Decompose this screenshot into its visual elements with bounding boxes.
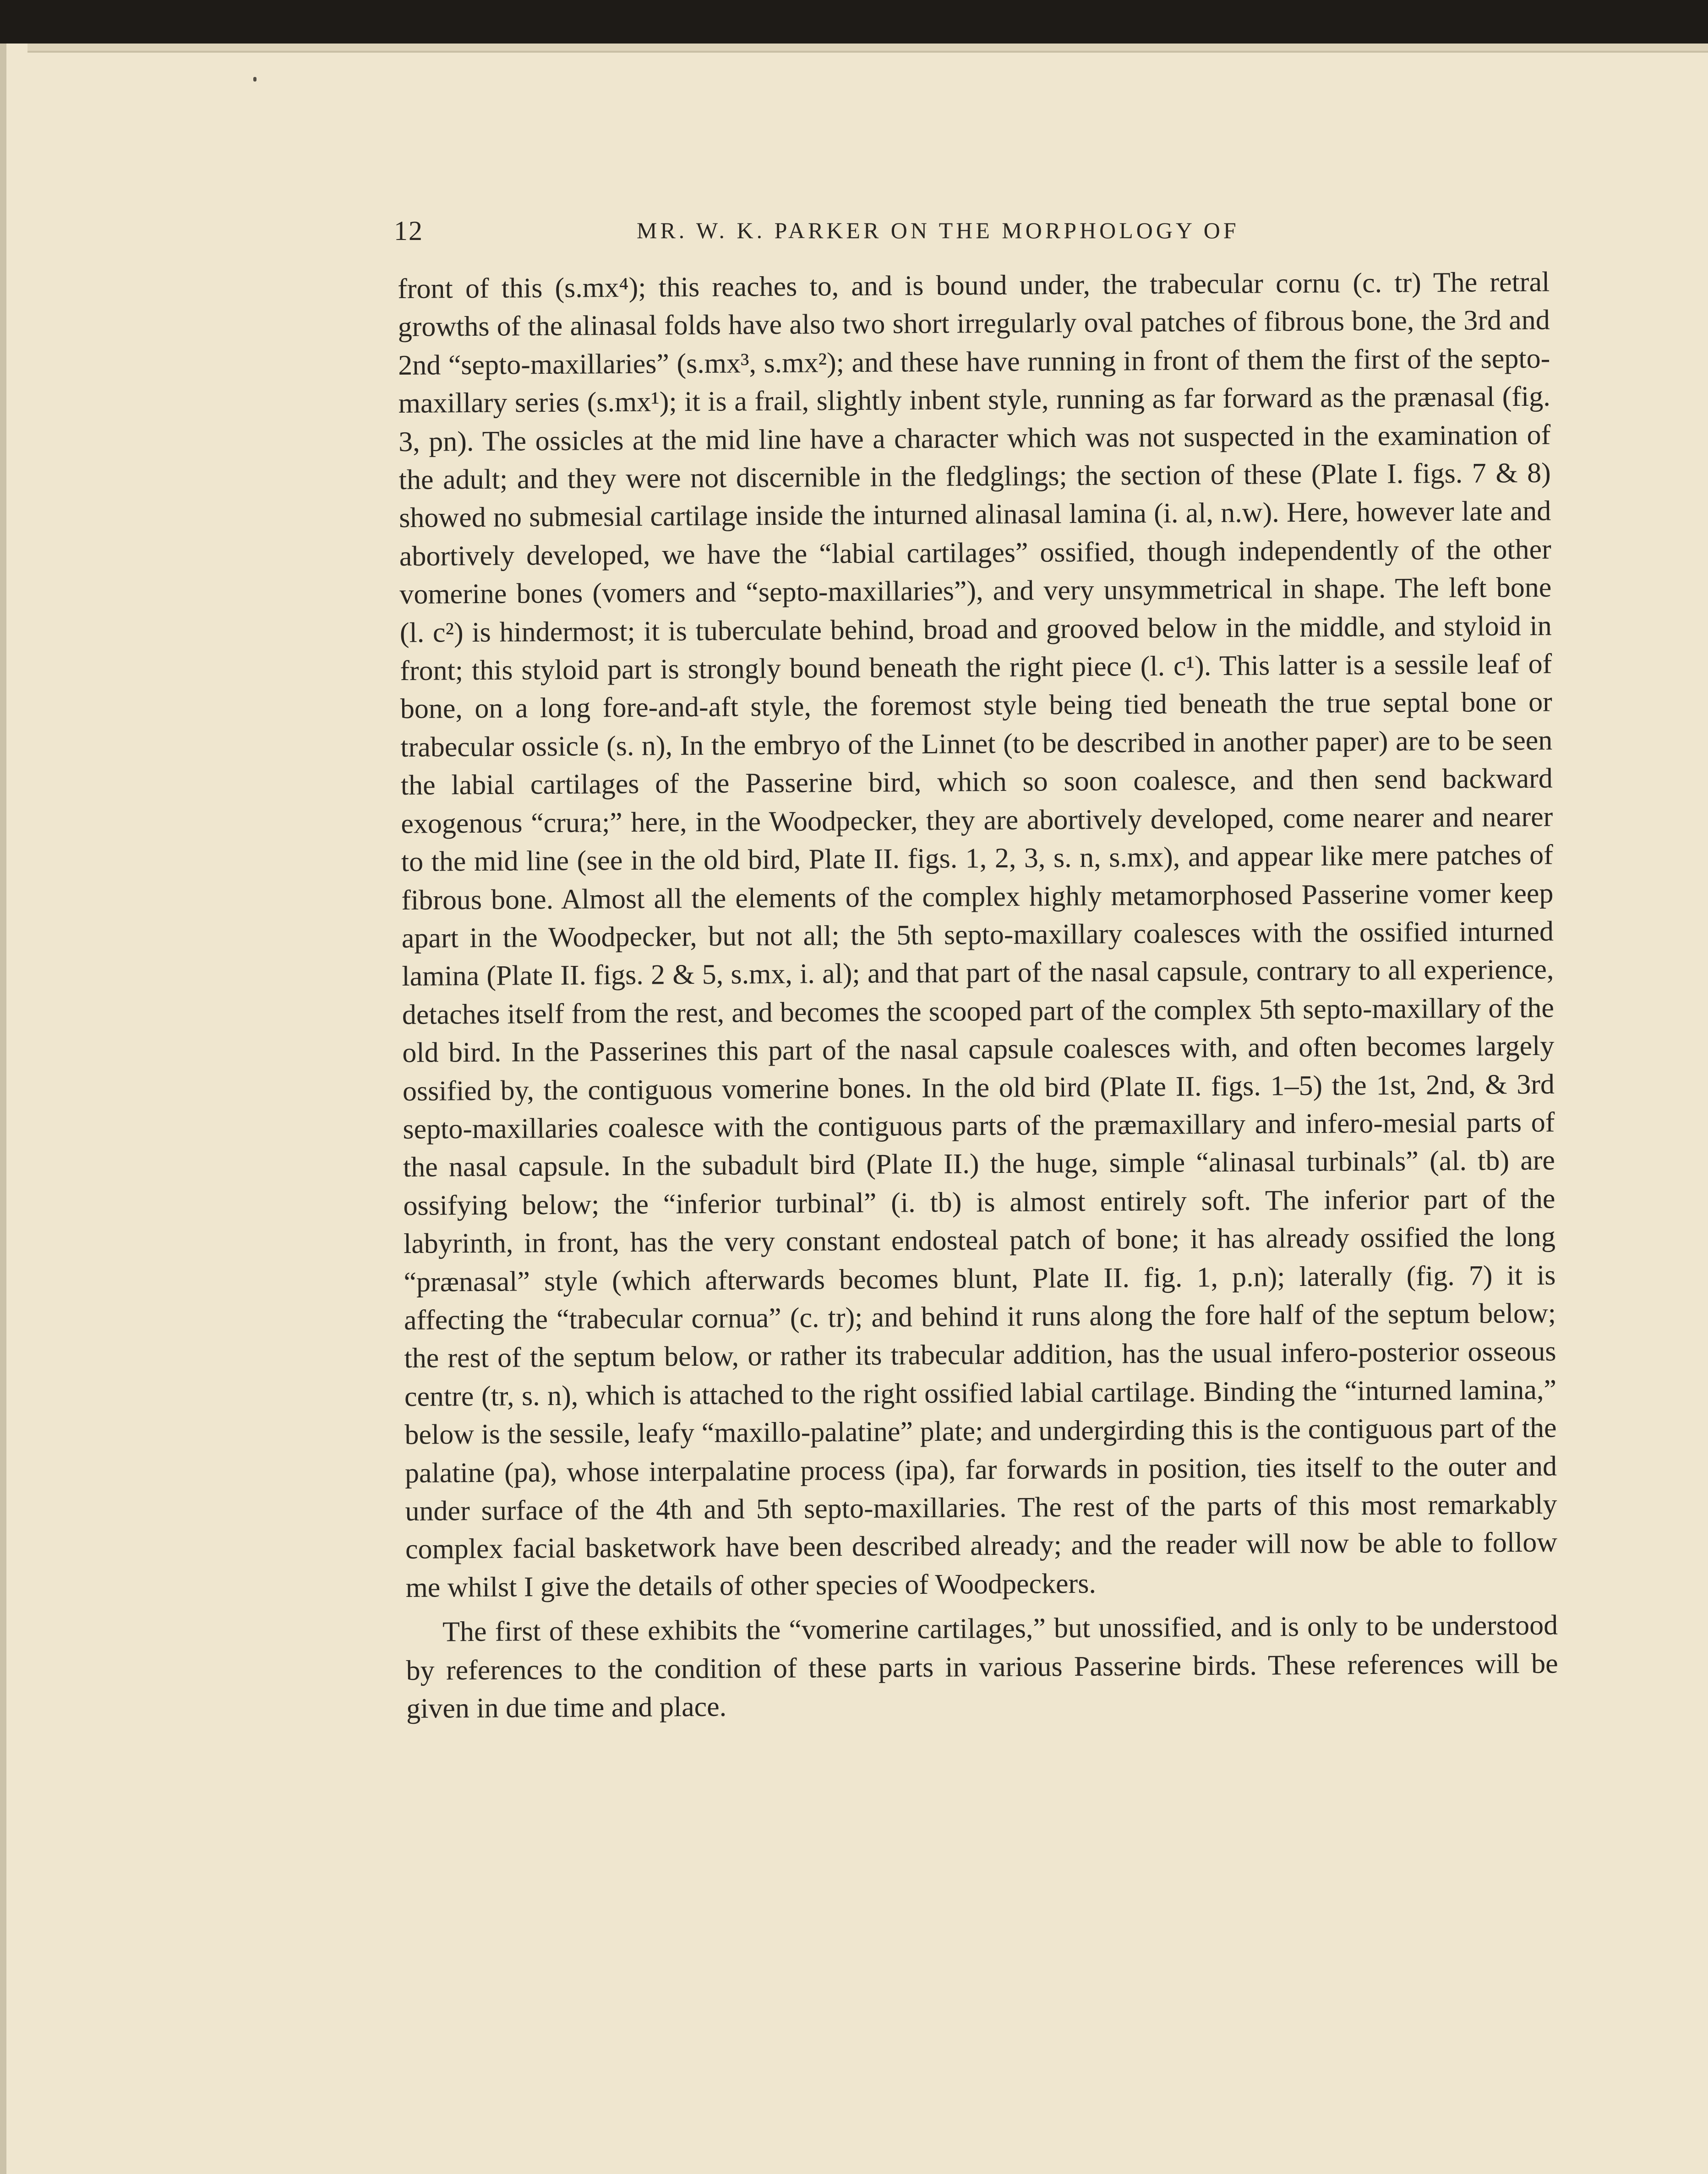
page-header xyxy=(394,215,1539,256)
running-head: MR. W. K. PARKER ON THE MORPHOLOGY OF xyxy=(637,218,1239,243)
page-left-edge xyxy=(0,44,6,2174)
paragraph-2: The first of these exhibits the “vomerine cartilages,” but unossified, and is only to be understood by references to the condition of these parts in various Passerine birds. These references will be given in due time and place. xyxy=(406,1609,1558,1724)
body-text xyxy=(398,263,1558,1728)
scan-background-band xyxy=(0,0,1708,50)
page-number: 12 xyxy=(394,216,423,246)
paragraph-1: front of this (s.mx⁴); this reaches to, and is bound under, the trabecular cornu (c. tr) The retral growths of the alinasal folds have also two short irregularly oval patches of fibrous bone, the 3rd and 2nd “septo-maxillaries” (s.mx³, s.mx²); and these have running in front of them the first of the septo-maxillary series (s.mx¹); it is a frail, slightly inbent style, running as far forward as the prænasal (fig. 3, pn). The ossicles at the mid line have a character which was not suspected in the examination of the adult; and they were not discernible in the fledglings; the section of these (Plate I. figs. 7 & 8) showed no submesial cartilage inside the inturned alinasal lamina (i. al, n.w). Here, however late and abortively developed, we have the “labial cartilages” ossified, though independently of the other vomerine bones (vomers and “septo-maxillaries”), and very unsymmetrical in shape. The left bone (l. c²) is hindermost; it is tuberculate behind, broad and grooved below in the middle, and styloid in front; this styloid part is strongly bound beneath the right piece (l. c¹). This latter is a sessile leaf of bone, on a long fore-and-aft style, the foremost style being tied beneath the true septal bone or trabecular ossicle (s. n), In the embryo of the Linnet (to be described in another paper) are to be seen the labial cartilages of the Passerine bird, which so soon coalesce, and then send backward exogenous “crura;” here, in the Woodpecker, they are abortively developed, come nearer and nearer to the mid line (see in the old bird, Plate II. figs. 1, 2, 3, s. n, s.mx), and appear like mere patches of fibrous bone. Almost all the elements of the complex highly metamorphosed Passerine vomer keep apart in the Woodpecker, but not all; the 5th septo-maxillary coalesces with the ossified inturned lamina (Plate II. figs. 2 & 5, s.mx, i. al); and that part of the nasal capsule, contrary to all experience, detaches itself from the rest, and becomes the scooped part of the complex 5th septo-maxillary of the old bird. In the Passerines this part of the nasal capsule coalesces with, and often becomes largely ossified by, the contiguous vomerine bones. In the old bird (Plate II. figs. 1–5) the 1st, 2nd, & 3rd septo-maxillaries coalesce with the contiguous parts of the præmaxillary and infero-mesial parts of the nasal capsule. In the subadult bird (Plate II.) the huge, simple “alinasal turbinals” (al. tb) are ossifying below; the “inferior turbinal” (i. tb) is almost entirely soft. The inferior part of the labyrinth, in front, has the very constant endosteal patch of bone; it has already ossified the long “prænasal” style (which afterwards becomes blunt, Plate II. fig. 1, p.n); laterally (fig. 7) it is affecting the “trabecular cornua” (c. tr); and behind it runs along the fore half of the septum below; the rest of the septum below, or rather its trabecular addition, has the usual infero-posterior osseous centre (tr, s. n), which is attached to the right ossified labial cartilage. Binding the “inturned lamina,” below is the sessile, leafy “maxillo-palatine” plate; and undergirding this is the contiguous part of the palatine (pa), whose interpalatine process (ipa), far forwards in position, ties itself to the outer and under surface of the 4th and 5th septo-maxillaries. The rest of the parts of this most remarkably complex facial basketwork have been described already; and the reader will now be able to follow me whilst I give the details of other species of Woodpeckers. xyxy=(398,266,1558,1603)
ink-speck xyxy=(253,77,256,82)
page-top-edge xyxy=(27,44,1708,53)
